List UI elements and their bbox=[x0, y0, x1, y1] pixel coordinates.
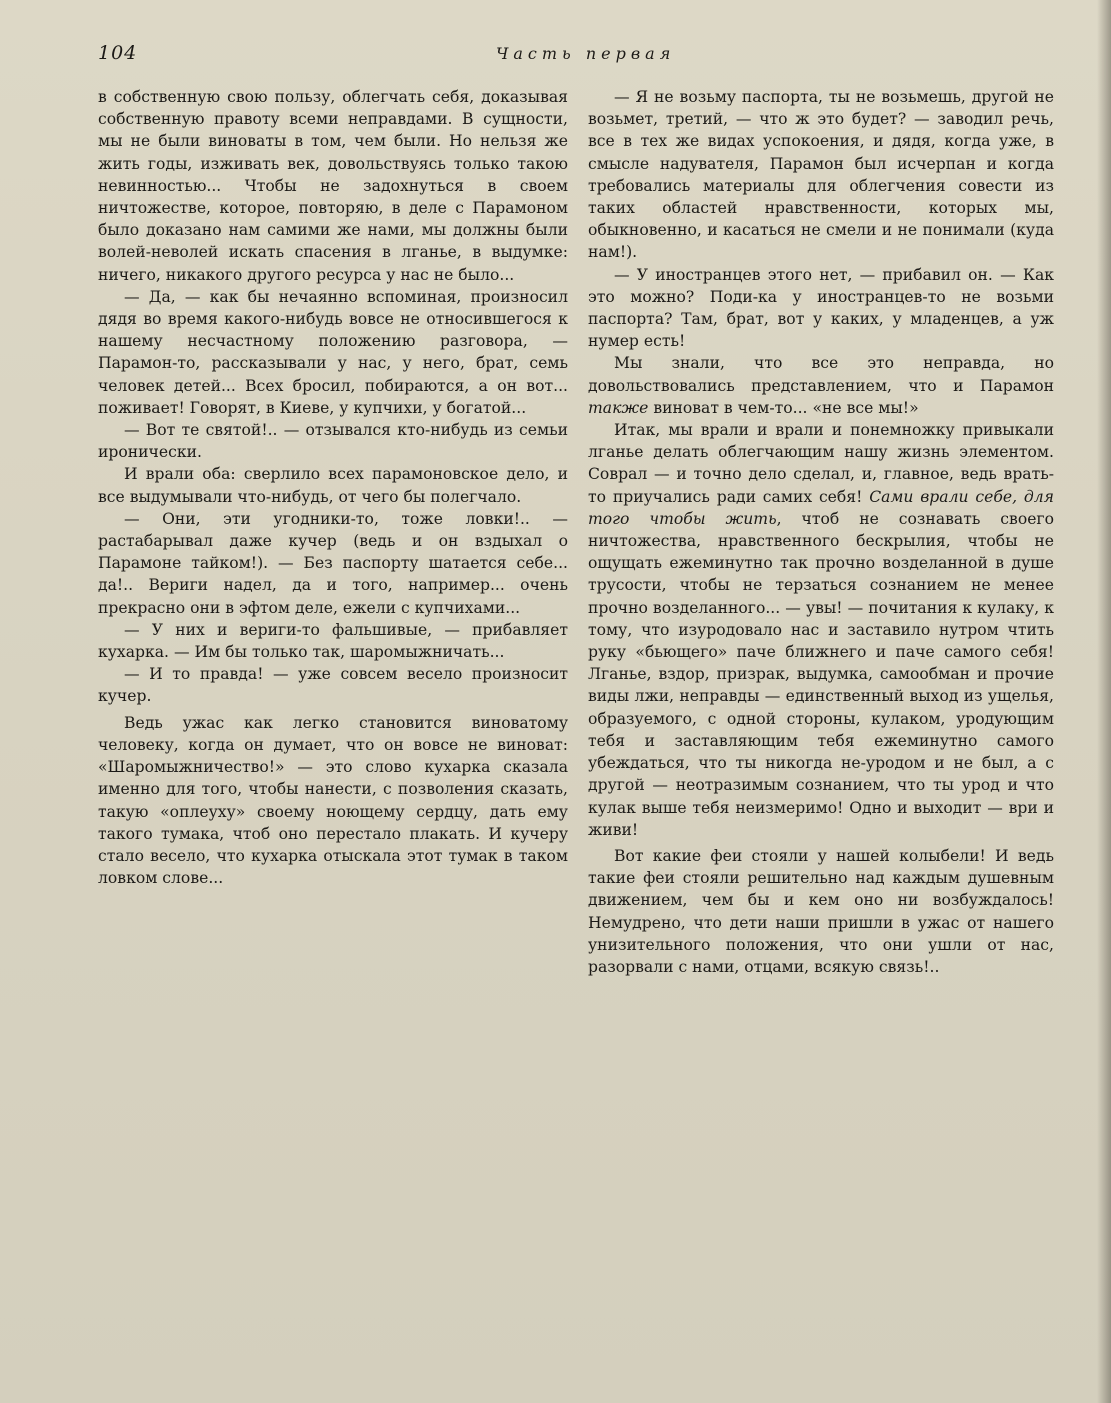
page-edge-shadow bbox=[1097, 0, 1111, 1403]
paragraph bbox=[588, 352, 1054, 419]
paragraph: — Да, — как бы нечаянно вспоминая, произносил дядя во время какого-нибудь вовсе не относившегося к нашему несчастному положению разговора, — Парамон-то, рассказывали у нас, у него, брат, семь человек детей... Всех бросил, побираются, а он вот... поживает! Говорят, в Киеве, у купчихи, у богатой... bbox=[98, 287, 568, 417]
paragraph: — Вот те святой!.. — отзывался кто-нибудь из семьи иронически. bbox=[98, 421, 568, 462]
paragraph bbox=[588, 419, 1054, 841]
page-number: 104 bbox=[98, 42, 138, 64]
paragraph: в собственную свою пользу, облегчать себя, доказывая собственную правоту всеми неправдами. В сущности, мы не были виноваты в том, чем были. Но нельзя же жить годы, изживать век, довольствуясь только такою невинностью... Чтобы не задохнуться в своем ничтожестве, которое, повторяю, в деле с Парамоном было доказано нам самими же нами, мы должны были волей-неволей искать спасения в лганье, в выдумке: ничего, никакого другого ресурса у нас не было... bbox=[98, 88, 568, 284]
paragraph: Ведь ужас как легко становится виноватому человеку, когда он думает, что он вовсе не виноват: «Шаромыжничество!» — это слово кухарка сказала именно для того, чтобы нанести, с позволения сказать, такую «оплеуху» своему ноющему сердцу, дать ему такого тумака, чтоб оно перестало плакать. И кучеру стало весело, что кухарка отыскала этот тумак в таком ловком слове... bbox=[98, 713, 568, 888]
text-run: Итак, мы врали и врали и понемножку привыкали лганье делать облегчающим нашу жизнь элементом. Соврал — и точно дело сделал, и, главное, ведь врать-то приучались ради самих себя! bbox=[588, 421, 1054, 506]
paragraph: — У них и вериги-то фальшивые, — прибавляет кухарка. — Им бы только так, шаромыжничать... bbox=[98, 620, 568, 662]
text-run: виноват в чем-то... «не все мы!» bbox=[648, 398, 919, 417]
paragraph: — Они, эти угодники-то, тоже ловки!.. — растабарывал даже кучер (ведь и он вздыхал о Парамоне тайком!). — Без паспорту шатается себе... да!.. Вериги надел, да и того, например... очень прекрасно они в эфтом деле, ежели с купчихами... bbox=[98, 509, 568, 617]
paragraph: — У иностранцев этого нет, — прибавил он. — Как это можно? Поди-ка у иностранцев-то не возьми паспорта? Там, брат, вот у каких, у младенцев, а уж нумер есть! bbox=[588, 265, 1054, 351]
text-run: , чтоб не сознавать своего ничтожества, нравственного бескрылия, чтобы не ощущать ежеминутно так прочно возделанной в душе трусости, чтобы не терзаться сознанием не менее прочно возделанного... — увы! — почитания к кулаку, к тому, что изуродовало нас и заставило нутром чтить руку «бьющего» паче ближнего и паче самого себя! Лганье, вздор, призрак, выдумка, самообман и прочие виды лжи, неправды — единственный выход из ущелья, образуемого, с одной стороны, кулаком, уродующим тебя и заставляющим тебя ежеминутно самого убеждаться, что ты никогда не-уродом и не был, а с другой — неотразимым сознанием, что ты урод и что кулак выше тебя неизмеримо! Одно и выходит — ври и живи! bbox=[588, 509, 1054, 839]
paragraph: — И то правда! — уже совсем весело произносит кучер. bbox=[98, 665, 568, 706]
page-header bbox=[98, 42, 1028, 72]
paragraph: Вот какие феи стояли у нашей колыбели! И ведь такие феи стояли решительно над каждым душевным движением, чем бы и кем оно ни возбуждалось! Немудрено, что дети наши пришли в ужас от нашего унизительного положения, что они ушли от нас, разорвали с нами, отцами, всякую связь!.. bbox=[588, 846, 1054, 976]
running-head: Часть первая bbox=[496, 44, 676, 63]
text-run: Мы знали, что все это неправда, но довольствовались представлением, что и Парамон bbox=[588, 354, 1054, 395]
right-text-column bbox=[588, 86, 1054, 978]
italic-text: Сами врали себе, для того чтобы жить bbox=[588, 487, 1054, 528]
left-text-column bbox=[98, 86, 568, 889]
paragraph: И врали оба: сверлило всех парамоновское дело, и все выдумывали что-нибудь, от чего бы полегчало. bbox=[98, 465, 568, 506]
paragraph: — Я не возьму паспорта, ты не возьмешь, другой не возьмет, третий, — что ж это будет? — заводил речь, все в тех же видах успокоения, и дядя, когда уже, в смысле надувателя, Парамон был исчерпан и когда требовались материалы для облегчения совести из таких областей нравственности, которых мы, обыкновенно, и касаться не смели и не понимали (куда нам!). bbox=[588, 88, 1054, 262]
italic-text: также bbox=[588, 398, 649, 417]
